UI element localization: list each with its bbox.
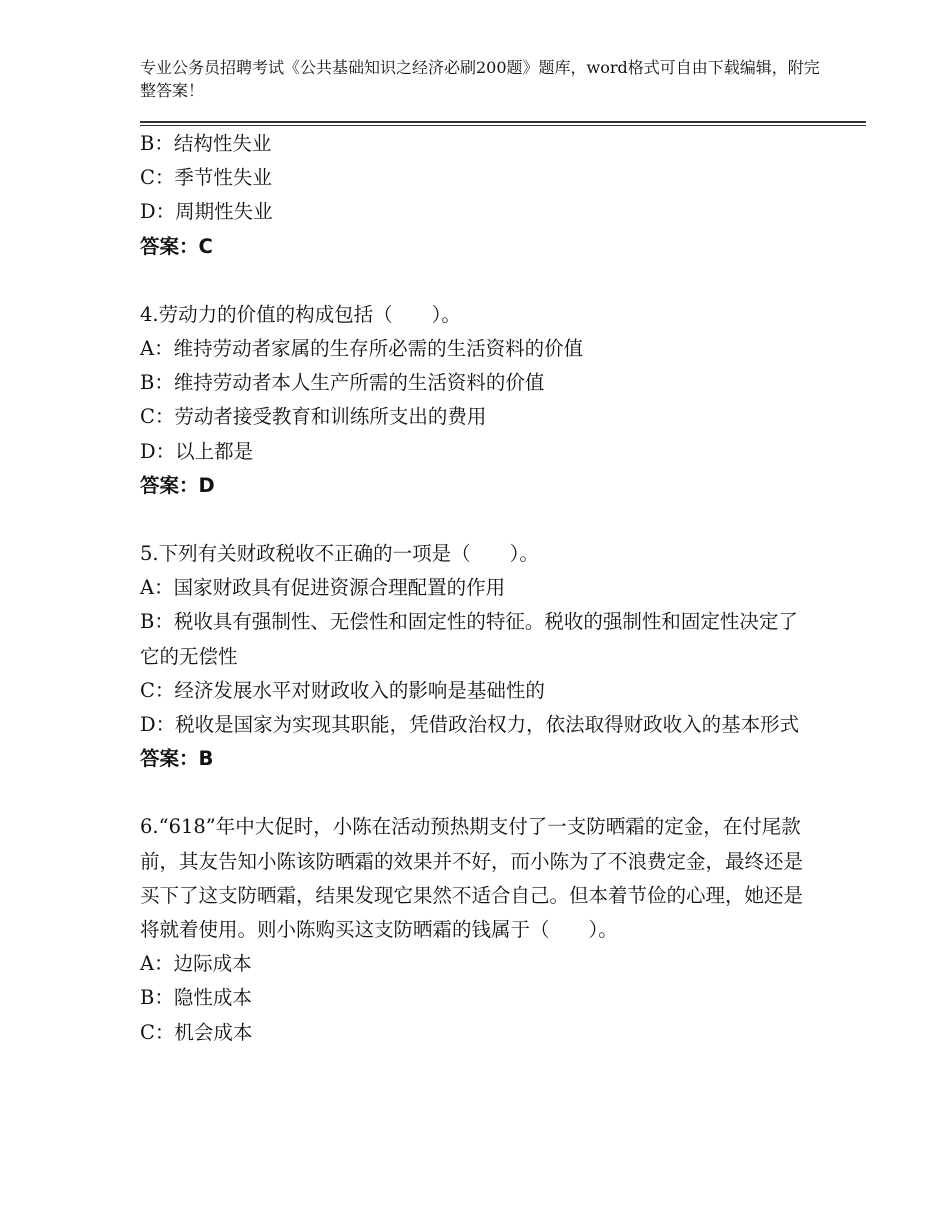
option-a: A：边际成本 [140,952,252,976]
question-6 [140,810,810,1049]
option-d: D：周期性失业 [140,200,273,224]
answer: 答案：B [140,747,214,771]
question-content [140,127,810,1050]
question-stem: 4.劳动力的价值的构成包括（ ）。 [140,302,461,326]
option-c: C：季节性失业 [140,166,272,190]
document-header: 专业公务员招聘考试《公共基础知识之经济必刷200题》题库，word格式可自由下载编辑，附完整答案！ [140,58,820,100]
option-b: B：税收具有强制性、无偿性和固定性的特征。税收的强制性和固定性决定了它的无偿性 [140,610,798,668]
option-c: C：机会成本 [140,1020,253,1044]
option-a: A：维持劳动者家属的生存所必需的生活资料的价值 [140,337,584,361]
header-rule-thick [140,121,866,123]
spacer [140,776,810,810]
option-b: B：维持劳动者本人生产所需的生活资料的价值 [140,371,545,395]
option-b: B：隐性成本 [140,986,252,1010]
option-c: C：劳动者接受教育和训练所支出的费用 [140,405,487,429]
question-stem: 5.下列有关财政税收不正确的一项是（ ）。 [140,542,539,566]
spacer [140,503,810,537]
question-stem: 6.“618”年中大促时，小陈在活动预热期支付了一支防晒霜的定金，在付尾款前，其友告知小陈该防晒霜的效果并不好，而小陈为了不浪费定金，最终还是买下了这支防晒霜，结果发现它果然不适合自己。但本着节俭的心理，她还是将就着使用。则小陈购买这支防晒霜的钱属于（ ）。 [140,815,804,942]
option-d: D：税收是国家为实现其职能，凭借政治权力，依法取得财政收入的基本形式 [140,713,800,737]
question-4 [140,298,810,503]
question-3 [140,127,810,264]
spacer [140,264,810,298]
option-b: B：结构性失业 [140,132,272,155]
answer: 答案：D [140,473,215,497]
question-5 [140,537,810,776]
option-a: A：国家财政具有促进资源合理配置的作用 [140,576,506,600]
option-c: C：经济发展水平对财政收入的影响是基础性的 [140,678,545,702]
answer: 答案：C [140,234,213,258]
header-rule-thin [140,125,866,126]
option-d: D：以上都是 [140,439,254,463]
